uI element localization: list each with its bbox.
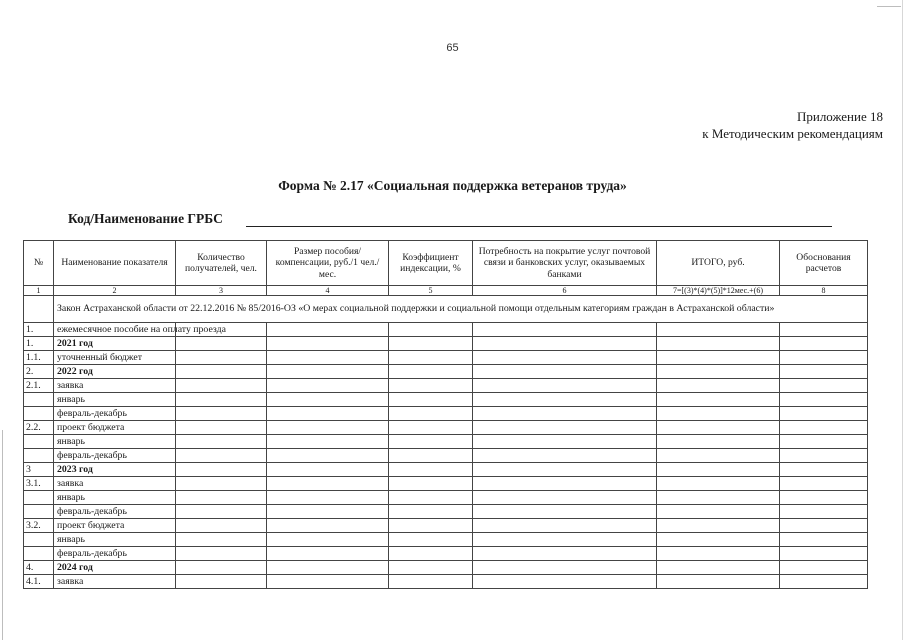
appendix-line-1: Приложение 18 [796,109,883,124]
empty-value-cell [657,547,780,561]
row-number [24,435,54,449]
header-cell: Размер пособия/компенсации, руб./1 чел./мес. [267,241,389,286]
row-number [24,547,54,561]
empty-value-cell [780,449,868,463]
table-row [24,337,868,351]
column-number: 2 [54,286,176,296]
table-row [24,491,868,505]
empty-value-cell [389,435,473,449]
empty-value-cell [389,323,473,337]
row-indicator-name: январь [54,533,176,547]
empty-value-cell [657,491,780,505]
table-row [24,463,868,477]
empty-value-cell [176,351,267,365]
empty-value-cell [780,491,868,505]
law-row [24,296,868,323]
empty-value-cell [267,323,389,337]
empty-value-cell [657,379,780,393]
empty-value-cell [267,547,389,561]
empty-value-cell [176,449,267,463]
empty-value-cell [267,519,389,533]
empty-value-cell [780,379,868,393]
table-row [24,533,868,547]
row-number: 3.2. [24,519,54,533]
empty-value-cell [780,519,868,533]
empty-value-cell [780,575,868,589]
scan-edge-top [877,6,901,7]
row-number [24,491,54,505]
empty-value-cell [267,533,389,547]
empty-value-cell [176,421,267,435]
row-number: 4.1. [24,575,54,589]
empty-value-cell [473,575,657,589]
law-number-cell [24,296,54,323]
header-cell: Потребность на покрытие услуг почтовой связи и банковских услуг, оказываемых банками [473,241,657,286]
empty-value-cell [176,463,267,477]
row-number [24,449,54,463]
table-row [24,449,868,463]
row-indicator-name: заявка [54,477,176,491]
row-indicator-name: 2022 год [54,365,176,379]
empty-value-cell [176,561,267,575]
empty-value-cell [657,435,780,449]
row-indicator-name: февраль-декабрь [54,547,176,561]
row-number [24,505,54,519]
empty-value-cell [473,561,657,575]
empty-value-cell [176,435,267,449]
empty-value-cell [780,323,868,337]
empty-value-cell [780,435,868,449]
appendix-line-2: к Методическим рекомендациям [702,126,883,141]
empty-value-cell [267,575,389,589]
row-number [24,533,54,547]
scan-edge-left [2,430,3,640]
empty-value-cell [657,533,780,547]
empty-value-cell [176,533,267,547]
empty-value-cell [657,393,780,407]
empty-value-cell [657,477,780,491]
column-number: 6 [473,286,657,296]
row-number: 3.1. [24,477,54,491]
empty-value-cell [389,519,473,533]
grbs-fill-line [246,226,832,227]
empty-value-cell [780,505,868,519]
header-cell: Количество получателей, чел. [176,241,267,286]
empty-value-cell [389,561,473,575]
empty-value-cell [389,533,473,547]
law-text: Закон Астраханской области от 22.12.2016 № 85/2016-ОЗ «О мерах социальной поддержки и социальной помощи отдельным категориям граждан в Астраханской области» [54,296,868,323]
column-number: 5 [389,286,473,296]
row-number: 2.1. [24,379,54,393]
empty-value-cell [389,351,473,365]
row-indicator-name: февраль-декабрь [54,407,176,421]
row-indicator-name: январь [54,491,176,505]
empty-value-cell [473,421,657,435]
table-row [24,435,868,449]
empty-value-cell [389,449,473,463]
column-number: 4 [267,286,389,296]
empty-value-cell [267,435,389,449]
table-row [24,407,868,421]
empty-value-cell [657,337,780,351]
empty-value-cell [176,407,267,421]
empty-value-cell [473,337,657,351]
empty-value-cell [780,561,868,575]
form-title: Форма № 2.17 «Социальная поддержка ветеранов труда» [278,178,627,193]
header-cell: ИТОГО, руб. [657,241,780,286]
empty-value-cell [657,519,780,533]
row-number [24,407,54,421]
table-row [24,505,868,519]
empty-value-cell [780,393,868,407]
empty-value-cell [389,547,473,561]
empty-value-cell [780,533,868,547]
empty-value-cell [473,463,657,477]
row-number: 1. [24,323,54,337]
empty-value-cell [267,393,389,407]
empty-value-cell [780,421,868,435]
row-indicator-name: ежемесячное пособие на оплату проезда [54,323,176,337]
row-indicator-name: проект бюджета [54,421,176,435]
empty-value-cell [389,463,473,477]
scan-edge-right [902,0,903,640]
row-number: 3 [24,463,54,477]
empty-value-cell [176,365,267,379]
column-number: 8 [780,286,868,296]
row-number: 2.2. [24,421,54,435]
empty-value-cell [267,561,389,575]
column-number: 3 [176,286,267,296]
table-row [24,393,868,407]
column-number: 7=[(3)*(4)*(5)]*12мес.+(6) [657,286,780,296]
row-number: 1. [24,337,54,351]
empty-value-cell [267,463,389,477]
empty-value-cell [657,561,780,575]
empty-value-cell [267,379,389,393]
empty-value-cell [176,519,267,533]
empty-value-cell [473,547,657,561]
row-indicator-name: январь [54,435,176,449]
empty-value-cell [389,505,473,519]
page-number: 65 [446,42,459,54]
header-cell: Наименование показателя [54,241,176,286]
header-row [24,241,868,286]
empty-value-cell [176,575,267,589]
empty-value-cell [473,519,657,533]
empty-value-cell [473,393,657,407]
empty-value-cell [473,477,657,491]
empty-value-cell [389,393,473,407]
row-indicator-name: проект бюджета [54,519,176,533]
empty-value-cell [780,365,868,379]
empty-value-cell [389,407,473,421]
empty-value-cell [657,449,780,463]
empty-value-cell [176,337,267,351]
row-indicator-name: заявка [54,575,176,589]
empty-value-cell [267,351,389,365]
row-indicator-name: 2024 год [54,561,176,575]
empty-value-cell [657,365,780,379]
empty-value-cell [657,421,780,435]
empty-value-cell [780,337,868,351]
empty-value-cell [267,505,389,519]
row-number [24,393,54,407]
empty-value-cell [267,365,389,379]
empty-value-cell [473,365,657,379]
empty-value-cell [389,575,473,589]
row-number: 2. [24,365,54,379]
table-row [24,561,868,575]
table-row [24,421,868,435]
empty-value-cell [473,435,657,449]
empty-value-cell [780,351,868,365]
table-row [24,575,868,589]
empty-value-cell [657,407,780,421]
empty-value-cell [176,505,267,519]
empty-value-cell [473,505,657,519]
empty-value-cell [176,547,267,561]
appendix-note [702,108,883,142]
empty-value-cell [657,505,780,519]
row-indicator-name: февраль-декабрь [54,505,176,519]
empty-value-cell [780,547,868,561]
form-table [23,240,868,589]
header-cell: Коэффициент индексации, % [389,241,473,286]
empty-value-cell [176,477,267,491]
empty-value-cell [780,463,868,477]
table-row [24,379,868,393]
empty-value-cell [389,477,473,491]
empty-value-cell [267,491,389,505]
row-number: 4. [24,561,54,575]
table-row [24,547,868,561]
empty-value-cell [267,449,389,463]
empty-value-cell [473,323,657,337]
row-indicator-name: январь [54,393,176,407]
empty-value-cell [657,575,780,589]
row-indicator-name: 2023 год [54,463,176,477]
table-row [24,477,868,491]
empty-value-cell [473,449,657,463]
empty-value-cell [657,351,780,365]
empty-value-cell [389,491,473,505]
empty-value-cell [473,533,657,547]
table-row [24,519,868,533]
row-indicator-name: заявка [54,379,176,393]
empty-value-cell [780,477,868,491]
empty-value-cell [657,463,780,477]
empty-value-cell [389,421,473,435]
row-indicator-name: февраль-декабрь [54,449,176,463]
empty-value-cell [657,323,780,337]
row-number: 1.1. [24,351,54,365]
row-indicator-name: уточненный бюджет [54,351,176,365]
empty-value-cell [473,491,657,505]
empty-value-cell [267,407,389,421]
empty-value-cell [473,351,657,365]
column-number: 1 [24,286,54,296]
header-cell: № [24,241,54,286]
empty-value-cell [176,491,267,505]
empty-value-cell [389,365,473,379]
column-number-row [24,286,868,296]
header-cell: Обоснования расчетов [780,241,868,286]
empty-value-cell [389,337,473,351]
table-row [24,351,868,365]
empty-value-cell [267,421,389,435]
table-row [24,323,868,337]
table-row [24,365,868,379]
grbs-label: Код/Наименование ГРБС [68,211,223,226]
row-indicator-name: 2021 год [54,337,176,351]
empty-value-cell [176,393,267,407]
empty-value-cell [473,379,657,393]
empty-value-cell [176,379,267,393]
empty-value-cell [267,477,389,491]
empty-value-cell [473,407,657,421]
empty-value-cell [780,407,868,421]
empty-value-cell [267,337,389,351]
empty-value-cell [389,379,473,393]
